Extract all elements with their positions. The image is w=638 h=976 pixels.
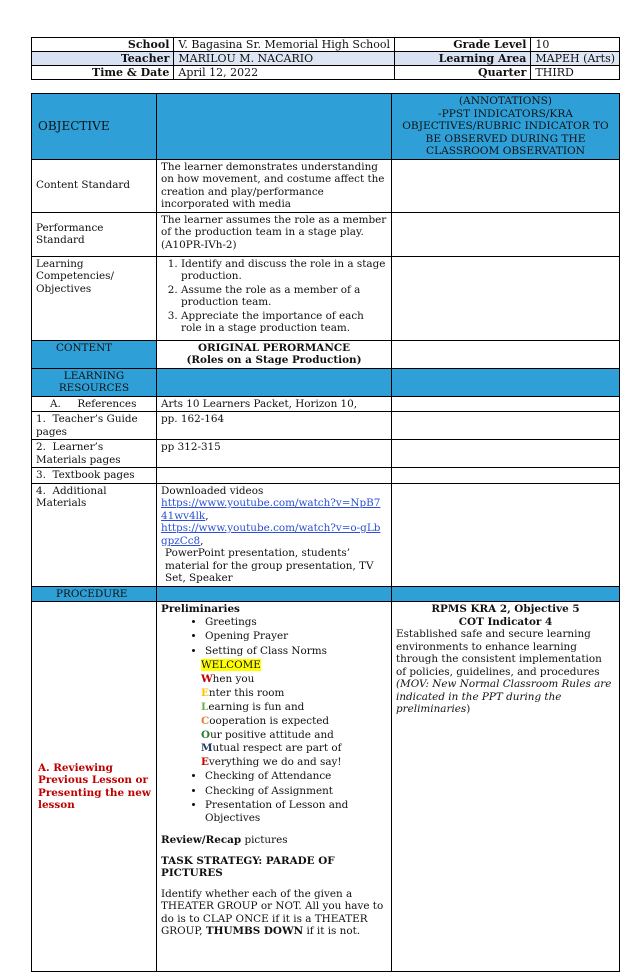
- competencies-annotation: [392, 256, 620, 340]
- textbook-annotation: [392, 468, 620, 484]
- prelim-item: • Setting of Class Norms: [205, 645, 387, 658]
- competencies-cell: [157, 256, 392, 340]
- references-label: A. References: [32, 396, 157, 412]
- references-row: [32, 396, 620, 412]
- competency-item: 3. Appreciate the importance of each role in a stage production team.: [181, 310, 387, 335]
- acrostic-initial: C: [201, 714, 210, 727]
- header-row-date: [32, 66, 620, 80]
- content-title-cell: [157, 340, 392, 368]
- teachers-guide-annotation: [392, 412, 620, 440]
- teachers-guide-value: pp. 162-164: [157, 412, 392, 440]
- learners-materials-row: [32, 440, 620, 468]
- after-item: • Checking of Attendance: [205, 770, 387, 783]
- references-annotation: [392, 396, 620, 412]
- step-a-annotation: [392, 602, 620, 972]
- step-a-label: A. Reviewing Previous Lesson or Presenting the new lesson: [32, 602, 157, 972]
- step-a-row: [32, 602, 620, 972]
- content-standard-label: Content Standard: [32, 159, 157, 212]
- grade-level-value: 10: [531, 38, 620, 52]
- acrostic-line: [201, 756, 387, 770]
- grade-level-label: Grade Level: [394, 38, 530, 52]
- textbook-value: [157, 468, 392, 484]
- acrostic-line: [201, 715, 387, 729]
- acrostic-rest: nter this room: [208, 686, 285, 699]
- acrostic-rest: earning is fun and: [208, 700, 305, 713]
- objective-blank: [157, 94, 392, 160]
- additional-materials-rest: PowerPoint presentation, students’ material for the group presentation, TV Set, Speaker: [165, 547, 374, 584]
- competencies-label: Learning Competencies/ Objectives: [32, 256, 157, 340]
- additional-materials-annotation: [392, 483, 620, 586]
- header-row-school: [32, 38, 620, 52]
- welcome-word: WELCOME: [201, 659, 261, 671]
- step-a-content: [157, 602, 392, 972]
- performance-standard-text: The learner assumes the role as a member of the production team in a stage play.: [161, 213, 387, 238]
- performance-standard-code: (A10PR-IVh-2): [161, 238, 237, 251]
- acrostic-rest: ur positive attitude and: [210, 728, 334, 741]
- procedure-blank: [157, 586, 392, 602]
- task-strategy: TASK STRATEGY: PARADE OF PICTURES: [161, 854, 335, 880]
- acrostic-initial: L: [201, 700, 209, 713]
- content-subtitle: (Roles on a Stage Production): [186, 354, 362, 366]
- acrostic-rest: utual respect are part of: [212, 742, 342, 755]
- learning-resources-blank: [157, 368, 392, 396]
- review-recap-rest: pictures: [241, 834, 288, 847]
- competency-item: 1. Identify and discuss the role in a stage production.: [181, 258, 387, 283]
- mov-close: ): [466, 703, 471, 715]
- quarter-value: THIRD: [531, 66, 620, 80]
- acrostic-line: [201, 673, 387, 687]
- teacher-value: MARILOU M. NACARIO: [174, 52, 395, 66]
- review-recap-bold: Review/Recap: [161, 834, 242, 847]
- time-date-value: April 12, 2022: [174, 66, 395, 80]
- welcome-acrostic: [161, 659, 387, 770]
- learning-area-value: MAPEH (Arts): [531, 52, 620, 66]
- acrostic-rest: ooperation is expected: [209, 714, 330, 727]
- teachers-guide-row: [32, 412, 620, 440]
- content-standard-row: [32, 159, 620, 212]
- school-value: V. Bagasina Sr. Memorial High School: [174, 38, 395, 52]
- learners-materials-annotation: [392, 440, 620, 468]
- after-item: • Presentation of Lesson and Objectives: [205, 799, 387, 824]
- header-info-table: [31, 37, 620, 80]
- acrostic-line: [201, 742, 387, 756]
- performance-standard-cell: [157, 212, 392, 256]
- learners-materials-label: 2. Learner’s Materials pages: [32, 440, 157, 468]
- instructions-text-b: if it is not.: [303, 925, 361, 938]
- acrostic-initial: E: [201, 756, 209, 769]
- link-2-comma: ,: [200, 534, 204, 547]
- additional-materials-row: [32, 483, 620, 586]
- acrostic-initial: W: [201, 672, 213, 685]
- competencies-row: [32, 256, 620, 340]
- rpms-title: RPMS KRA 2, Objective 5: [431, 603, 580, 615]
- content-row: [32, 340, 620, 368]
- competency-item: 2. Assume the role as a member of a production team.: [181, 284, 387, 309]
- additional-materials-cell: [157, 483, 392, 586]
- content-standard-text: The learner demonstrates understanding on how movement, and costume affect the creation and play/performance incorporated with media: [157, 159, 392, 212]
- acrostic-line: [201, 701, 387, 715]
- learning-area-label: Learning Area: [394, 52, 530, 66]
- prelim-item: • Opening Prayer: [205, 630, 387, 643]
- additional-materials-label: 4. Additional Materials: [32, 483, 157, 586]
- textbook-row: [32, 468, 620, 484]
- content-standard-annotation: [392, 159, 620, 212]
- textbook-label: 3. Textbook pages: [32, 468, 157, 484]
- learning-resources-row: [32, 368, 620, 396]
- preliminaries-title: Preliminaries: [161, 603, 240, 615]
- content-title: ORIGINAL PERORMANCE: [197, 341, 351, 354]
- content-label: CONTENT: [32, 340, 157, 368]
- performance-standard-annotation: [392, 212, 620, 256]
- acrostic-line: [201, 729, 387, 743]
- acrostic-initial: E: [201, 686, 209, 699]
- instructions-text-a: Identify whether each of the given a THEATER GROUP or NOT. All you have to do is to CLAP ONCE if it is a THEATER GROUP,: [161, 887, 384, 938]
- cot-title: COT Indicator 4: [458, 615, 553, 628]
- time-date-label: Time & Date: [32, 66, 174, 80]
- acrostic-lines: [201, 673, 387, 770]
- mov-text: (MOV: New Normal Classroom Rules are indicated in the PPT during the preliminaries: [396, 678, 612, 715]
- video-link-1[interactable]: https://www.youtube.com/watch?v=NpB741wv4lk: [161, 497, 381, 522]
- instructions-bold: THUMBS DOWN: [205, 925, 304, 938]
- after-item: • Checking of Assignment: [205, 785, 387, 798]
- content-annotation: [392, 340, 620, 368]
- references-value: Arts 10 Learners Packet, Horizon 10,: [157, 396, 392, 412]
- cot-text: Established safe and secure learning environments to enhance learning through the consistent implementation of policies, guidelines, and procedures: [396, 628, 602, 678]
- quarter-label: Quarter: [394, 66, 530, 80]
- competencies-list: [161, 258, 387, 335]
- performance-standard-label: Performance Standard: [32, 212, 157, 256]
- video-link-2[interactable]: https://www.youtube.com/watch?v=o-gLbgpzCc8: [161, 522, 381, 547]
- learning-resources-annotation: [392, 368, 620, 396]
- acrostic-rest: verything we do and say!: [208, 756, 342, 769]
- procedure-label: PROCEDURE: [32, 586, 157, 602]
- annotations-header: (ANNOTATIONS) -PPST INDICATORS/KRA OBJECTIVES/RUBRIC INDICATOR TO BE OBSERVED DURING THE CLASSROOM OBSERVATION: [392, 94, 620, 160]
- procedure-annotation: [392, 586, 620, 602]
- teachers-guide-label: 1. Teacher’s Guide pages: [32, 412, 157, 440]
- teacher-label: Teacher: [32, 52, 174, 66]
- learning-resources-label: LEARNING RESOURCES: [32, 368, 157, 396]
- school-label: School: [32, 38, 174, 52]
- mov-line: [396, 678, 615, 716]
- preliminaries-list: [161, 616, 387, 658]
- downloaded-videos-text: Downloaded videos: [161, 484, 264, 497]
- acrostic-initial: M: [201, 742, 213, 755]
- link-1-comma: ,: [205, 509, 209, 522]
- lesson-plan-table: [31, 93, 620, 972]
- after-preliminaries-list: [161, 770, 387, 824]
- learners-materials-value: pp 312-315: [157, 440, 392, 468]
- objective-row: [32, 94, 620, 160]
- performance-standard-row: [32, 212, 620, 256]
- prelim-item: • Greetings: [205, 616, 387, 629]
- acrostic-rest: hen you: [212, 672, 255, 685]
- task-instructions: [161, 888, 387, 938]
- objective-label: OBJECTIVE: [32, 94, 157, 160]
- header-row-teacher: [32, 52, 620, 66]
- review-recap-line: [161, 834, 387, 847]
- acrostic-initial: O: [201, 728, 211, 741]
- procedure-row: [32, 586, 620, 602]
- acrostic-line: [201, 687, 387, 701]
